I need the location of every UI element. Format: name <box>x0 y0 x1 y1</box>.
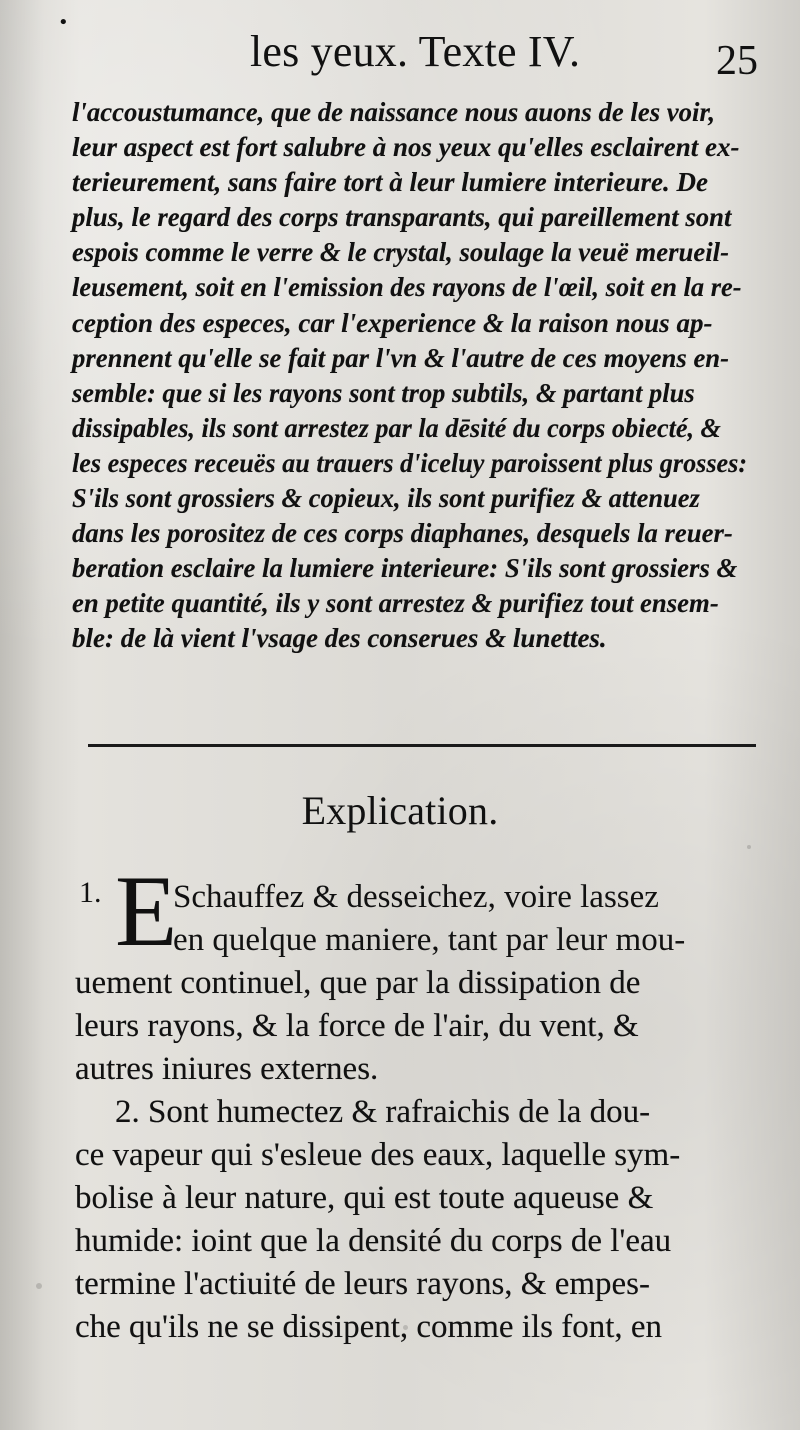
item-2-line-1: 2. Sont humectez & rafraichis de la dou- <box>115 1094 651 1130</box>
upper-line-5: espois comme le verre & le crystal, soulage la veuë merueil- <box>72 237 729 268</box>
upper-line-1: l'accoustumance, que de naissance nous auons de les voir, <box>72 97 716 127</box>
upper-line-9: semble: que si les rayons sont trop subtils, & partant plus <box>72 377 695 408</box>
section-title: Explication. <box>301 788 499 833</box>
item-2-line-6: che qu'ils ne se dissipent, comme ils font, en <box>75 1309 663 1345</box>
item-2-line-2: ce vapeur qui s'esleue des eaux, laquelle sym- <box>75 1137 681 1173</box>
item-2-line-3: bolise à leur nature, qui est toute aqueuse & <box>75 1180 654 1216</box>
item-1-line-1: Schauffez & desseichez, voire lassez <box>173 879 659 915</box>
upper-line-11: les especes receuës au trauers d'iceluy paroissent plus grosses: <box>72 447 748 478</box>
upper-line-7: ception des especes, car l'experience & la raison nous ap- <box>72 307 713 338</box>
running-head: les yeux. Texte IV. <box>250 27 581 76</box>
item-1-line-4: leurs rayons, & la force de l'air, du vent, & <box>75 1008 639 1044</box>
explication-body <box>75 855 765 1349</box>
upper-text-block <box>72 95 762 657</box>
upper-line-6: leusement, soit en l'emission des rayons de l'œil, soit en la re- <box>72 272 742 303</box>
upper-line-13: dans les porositez de ces corps diaphanes, desquels la reuer- <box>72 518 733 549</box>
upper-line-12: S'ils sont grossiers & copieux, ils sont purifiez & attenuez <box>72 483 700 514</box>
upper-line-2: leur aspect est fort salubre à nos yeux qu'elles esclairent ex- <box>72 132 740 163</box>
upper-line-16: ble: de là vient l'vsage des conserues & lunettes. <box>72 623 607 654</box>
item-1-number: 1. <box>79 876 102 909</box>
item-2-line-4: humide: ioint que la densité du corps de l'eau <box>75 1223 672 1259</box>
upper-line-3: terieurement, sans faire tort à leur lumiere interieure. De <box>72 167 709 198</box>
page-number: 25 <box>716 38 758 84</box>
explication-item-1-opening <box>75 855 765 968</box>
item-1-line-2: en quelque maniere, tant par leur mou- <box>173 922 686 958</box>
drop-cap: E <box>115 855 178 968</box>
paper-blemish <box>747 845 751 849</box>
page-left-shadow <box>0 0 44 1430</box>
item-1-line-5: autres iniures externes. <box>75 1051 379 1087</box>
upper-line-4: plus, le regard des corps transparants, qui pareillement sont <box>72 202 732 233</box>
section-divider <box>88 744 756 747</box>
paper-blemish <box>36 1283 42 1289</box>
item-2-line-5: termine l'actiuité de leurs rayons, & empes- <box>75 1266 651 1302</box>
paper-blemish <box>403 1325 408 1330</box>
upper-line-14: beration esclaire la lumiere interieure: S'ils sont grossiers & <box>72 553 738 584</box>
corner-mark: • <box>58 12 69 33</box>
upper-line-15: en petite quantité, ils y sont arrestez & purifiez tout ensem- <box>72 588 719 619</box>
upper-line-8: prennent qu'elle se fait par l'vn & l'autre de ces moyens en- <box>72 342 730 373</box>
item-1-line-3: uement continuel, que par la dissipation de <box>75 965 641 1001</box>
upper-line-10: dissipables, ils sont arrestez par la dēsité du corps obiecté, & <box>72 412 721 443</box>
